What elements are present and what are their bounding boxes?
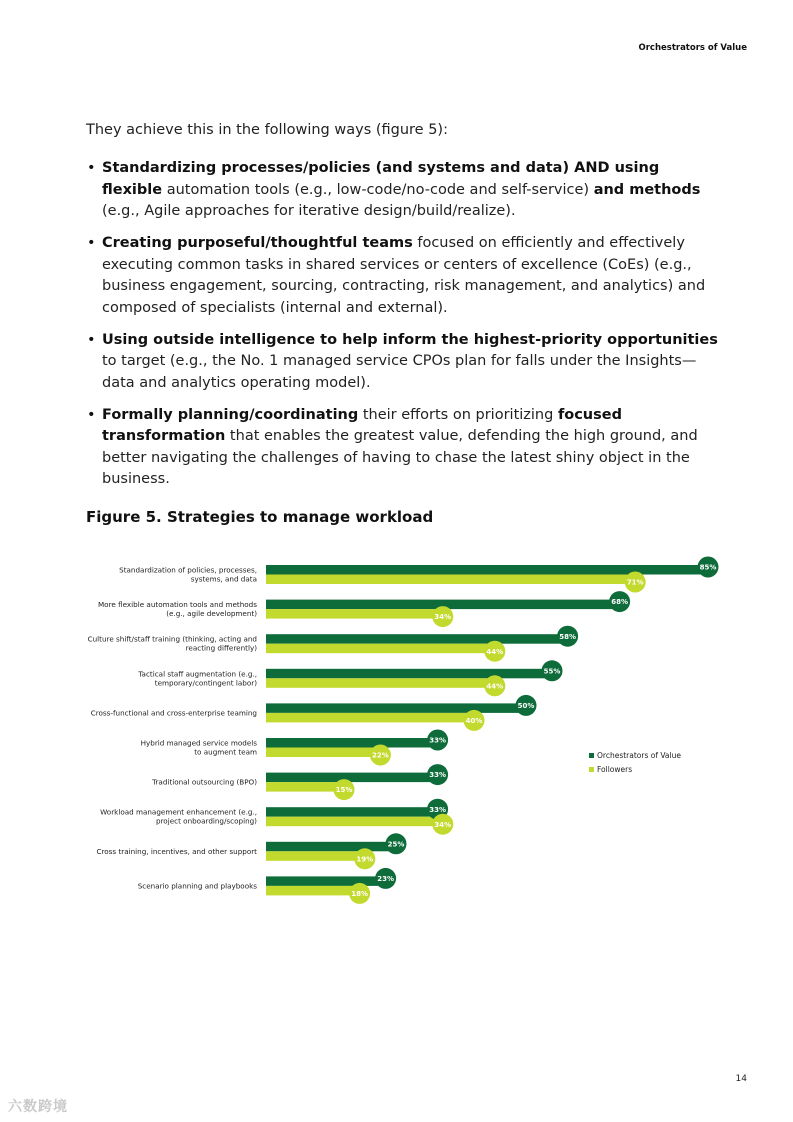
bar-followers — [266, 748, 380, 758]
bar-orchestrators — [266, 703, 526, 713]
workload-strategies-bar-chart — [0, 555, 793, 905]
bullet-item — [86, 330, 718, 395]
figure-title: Figure 5. Strategies to manage workload — [86, 508, 434, 526]
value-orchestrators-label: 23% — [377, 875, 394, 883]
legend-swatch — [589, 767, 594, 772]
bullet-item — [86, 405, 718, 491]
bullet-bold-text: Using outside intelligence to help inform the highest-priority opportunities — [102, 331, 718, 348]
bullet-item — [86, 233, 718, 319]
value-orchestrators-label: 68% — [611, 598, 628, 607]
legend-label: Orchestrators of Value — [597, 751, 681, 760]
bullet-bold-text: Standardizing processes/policies (and systems and data) AND using flexible — [102, 160, 660, 198]
category-label-line: Hybrid managed service models — [140, 738, 257, 748]
watermark-logo: 六数跨境 — [8, 1099, 68, 1115]
category-label-line: reacting differently) — [185, 643, 257, 653]
value-followers-label: 34% — [434, 613, 452, 622]
category-label-line: Cross training, incentives, and other support — [96, 846, 257, 856]
category-label — [88, 635, 258, 653]
category-label-line: Traditional outsourcing (BPO) — [152, 777, 257, 787]
intro-paragraph: They achieve this in the following ways (figure 5): — [86, 122, 448, 138]
bar-followers — [266, 886, 360, 896]
bar-orchestrators — [266, 634, 568, 644]
value-orchestrators-label: 33% — [429, 736, 446, 745]
value-followers-label: 34% — [434, 820, 452, 829]
category-label-line: Tactical staff augmentation (e.g., — [138, 669, 257, 679]
value-orchestrators-label: 25% — [387, 840, 405, 849]
bar-orchestrators — [266, 773, 438, 783]
category-label-line: More flexible automation tools and methods — [97, 600, 257, 610]
bullet-bold-text: Creating purposeful/thoughtful teams — [102, 235, 413, 251]
bar-orchestrators — [266, 565, 708, 575]
category-label-line: systems, and data — [190, 574, 257, 584]
value-followers-label: 18% — [351, 890, 368, 898]
bullet-text: (e.g., Agile approaches for iterative design/build/realize). — [102, 203, 516, 219]
bar-followers — [266, 782, 344, 792]
category-label — [119, 566, 257, 584]
running-header: Orchestrators of Value — [638, 43, 747, 53]
category-label-line: project onboarding/scoping) — [155, 816, 257, 826]
category-label-line: to augment team — [194, 747, 257, 757]
category-label — [137, 669, 257, 687]
value-orchestrators-label: 50% — [517, 702, 535, 710]
value-orchestrators-label: 58% — [559, 632, 576, 641]
category-label — [96, 847, 257, 856]
category-label-line: Culture shift/staff training (thinking, acting and — [87, 634, 257, 644]
category-label-line: (e.g., agile development) — [166, 609, 257, 619]
bar-followers — [266, 609, 443, 619]
bar-orchestrators — [266, 669, 552, 679]
category-label-line: Standardization of policies, processes, — [119, 565, 257, 575]
bar-orchestrators — [266, 876, 386, 886]
legend-label: Followers — [597, 765, 633, 774]
category-label-line: Workload management enhancement (e.g., — [100, 807, 257, 817]
value-followers-label: 44% — [486, 682, 504, 691]
value-followers-label: 19% — [356, 855, 374, 864]
category-label — [100, 808, 257, 826]
category-label — [91, 708, 257, 717]
page-number: 14 — [735, 1074, 747, 1084]
value-orchestrators-label: 33% — [429, 771, 446, 780]
category-label-line: Cross-functional and cross-enterprise teaming — [90, 708, 257, 718]
bar-followers — [266, 713, 474, 723]
value-followers-label: 22% — [372, 751, 389, 760]
bar-orchestrators — [266, 807, 438, 817]
category-label-line: Scenario planning and playbooks — [137, 881, 257, 891]
bar-orchestrators — [266, 842, 396, 852]
value-followers-label: 40% — [465, 717, 483, 725]
value-orchestrators-label: 85% — [699, 563, 717, 572]
category-label — [98, 600, 257, 618]
bullet-text: that enables the greatest value, defending the high ground, and better navigating the challenges of having to chase the latest shiny object in the business. — [102, 428, 698, 487]
bar-followers — [266, 575, 635, 585]
legend-swatch — [589, 753, 594, 758]
value-followers-label: 15% — [335, 786, 353, 795]
category-label — [151, 778, 257, 787]
bullet-text: to target (e.g., the No. 1 managed service CPOs plan for falls under the Insights—data and analytics operating model). — [102, 353, 697, 391]
value-followers-label: 44% — [486, 647, 504, 656]
bar-followers — [266, 817, 443, 827]
bullet-text: their efforts on prioritizing — [358, 406, 558, 423]
value-orchestrators-label: 33% — [429, 805, 446, 814]
value-followers-label: 71% — [626, 578, 644, 587]
bullet-item — [86, 158, 718, 223]
bullet-text: automation tools (e.g., low-code/no-code and self-service) — [162, 181, 594, 198]
bullet-text: focused on efficiently and effectively executing common tasks in shared services or centers of excellence (CoEs) (e.g., business engagement, sourcing, contracting, risk management, and analytics) and composed of specialists (internal and external). — [102, 235, 706, 316]
category-label-line: temporary/contingent labor) — [154, 678, 257, 688]
value-orchestrators-label: 55% — [543, 667, 561, 676]
bar-orchestrators — [266, 738, 438, 748]
category-label — [141, 739, 258, 757]
bar-followers — [266, 644, 495, 654]
strategy-bullet-list — [86, 158, 718, 501]
bullet-bold-text: focused transformation — [102, 406, 622, 444]
bar-followers — [266, 851, 365, 861]
bullet-bold-text: and methods — [593, 181, 701, 198]
bar-followers — [266, 678, 495, 688]
category-label — [138, 881, 258, 890]
bullet-bold-text: Formally planning/coordinating — [102, 406, 359, 423]
